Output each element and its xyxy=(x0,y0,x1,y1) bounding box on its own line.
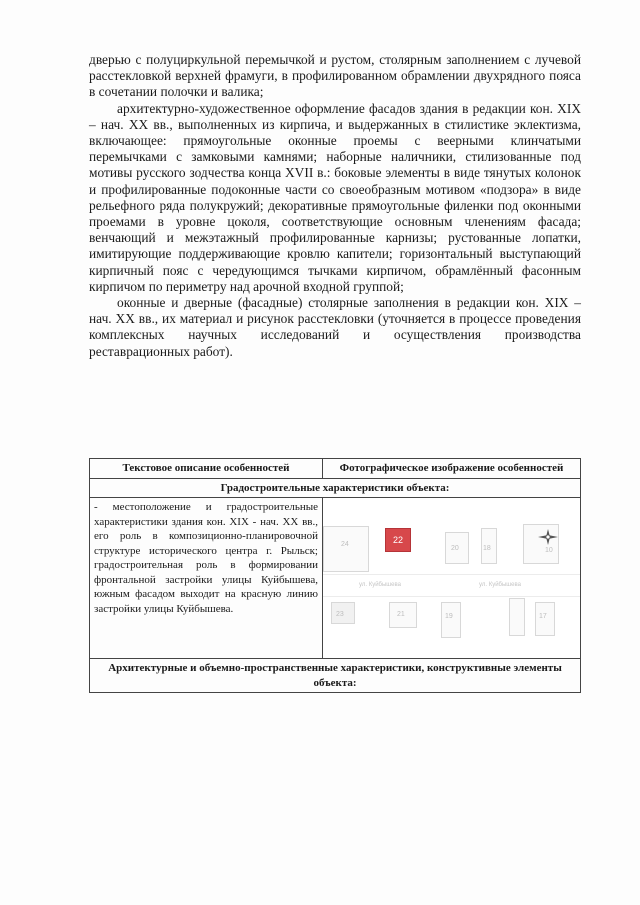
building-number: 18 xyxy=(483,545,491,552)
body-text xyxy=(89,52,581,360)
building-number: 21 xyxy=(397,611,405,618)
paragraph-continuation: дверью с полуциркульной перемычкой и рустом, столярным заполнением с лучевой расстекловкой верхней фрамуги, в профилированном обрамлении двухрядного пояса в сочетании полочки и валика; xyxy=(89,52,581,100)
section-architectural: Архитектурные и объемно-пространственные характеристики, конструктивные элементы объекта: xyxy=(90,659,581,693)
building-number: 20 xyxy=(451,545,459,552)
header-text-description: Текстовое описание особенностей xyxy=(90,459,323,479)
building-number: 19 xyxy=(445,613,453,620)
section-urban-planning: Градостроительные характеристики объекта: xyxy=(90,478,581,498)
highlighted-building xyxy=(385,528,411,552)
features-table xyxy=(89,458,581,693)
street-label: ул. Куйбышева xyxy=(359,582,401,588)
building-number: 24 xyxy=(341,541,349,548)
building-number: 17 xyxy=(539,613,547,620)
urban-planning-description: - местоположение и градостроительные характеристики здания кон. XIX - нач. XX вв., его роль в композиционно-планировочной структуре исторического центра г. Рыльск; градостроительная роль в формировании фронтальной застройки улицы Куйбышева, южным фасадом выходит на красную линию застройки улицы Куйбышева. xyxy=(90,498,323,659)
paragraph-joinery: оконные и дверные (фасадные) столярные заполнения в редакции кон. XIX – нач. XX вв., их материал и рисунок расстекловки (уточняется в процессе проведения комплексных научных исследований и осуществления производства реставрационных работ). xyxy=(89,295,581,359)
street-label: ул. Куйбышева xyxy=(479,582,521,588)
building-outline xyxy=(509,598,525,636)
site-map-cell xyxy=(323,498,581,659)
site-map xyxy=(323,498,580,658)
building-number: 10 xyxy=(545,547,553,554)
building-number: 23 xyxy=(336,611,344,618)
highlighted-building-number: 22 xyxy=(392,534,403,545)
compass-icon xyxy=(537,528,559,546)
paragraph-facades: архитектурно-художественное оформление фасадов здания в редакции кон. XIX – нач. XX вв., выполненных из кирпича, и выдержанных в стилистике эклектизма, включающее: прямоугольные оконные проемы с веерными клинчатыми перемычками с замковыми камнями; наборные наличники, стилизованные под мотивы русского зодчества конца XVII в.: боковые элементы в виде тянутых колонок и профилированные подоконные части со своеобразным мотивом «подзора» в виде рельефного ряда полукружий; декоративные прямоугольные филенки под оконными проемами в уровне цоколя, соответствующие основным членениям фасада; венчающий и межэтажный профилированные карнизы; рустованные лопатки, имитирующие поддерживающие кровлю капители; горизонтальный выступающий кирпичный пояс с чередующимся тычками кирпичом, обрамлённый фасонным кирпичом по периметру над арочной входной группой; xyxy=(89,100,581,294)
header-photo: Фотографическое изображение особенностей xyxy=(323,459,581,479)
